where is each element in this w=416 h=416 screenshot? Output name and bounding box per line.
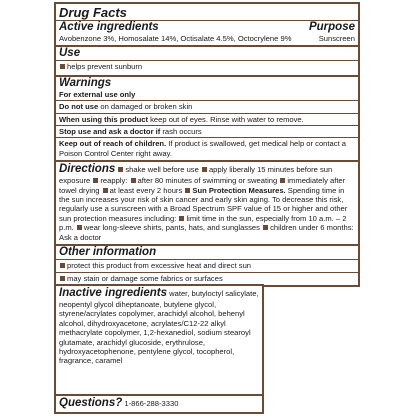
active-section: [56, 4, 358, 45]
sun-protection-text: Spending time in the sun increases your risk of skin cancer and early skin aging. To decrease this risk, regularly use a sunscreen with a Broad Spectrum SPF value of 15 or higher and other sun protection measures including:: [59, 185, 348, 223]
active-row: [59, 34, 355, 45]
bullet-icon: [60, 64, 65, 69]
inactive-heading: Inactive ingredients: [59, 287, 168, 299]
other-info-section: [56, 244, 358, 286]
warnings-heading: Warnings: [59, 76, 112, 89]
bullet-icon: [77, 225, 82, 230]
bullet-icon: [185, 188, 190, 193]
stop-use-line: [56, 125, 358, 137]
sun-protection-label: Sun Protection Measures.: [192, 185, 286, 195]
direction-shake: shake well before use: [125, 165, 199, 175]
questions-phone: 1-866-288-3330: [122, 399, 179, 408]
stop-use-label: Stop use and ask a doctor if: [59, 127, 161, 137]
inactive-section: [56, 286, 262, 368]
use-line: [56, 60, 358, 72]
other-info-stain: may stain or damage some fabrics or surfaces: [67, 273, 223, 283]
active-heading-row: [56, 20, 358, 34]
direction-children: children under 6 months: Ask a doctor: [59, 223, 354, 242]
bullet-icon: [118, 167, 123, 172]
keep-out-line: [56, 137, 358, 160]
purpose-text: Sunscreen: [318, 34, 355, 43]
direction-towel: immediately after towel drying: [59, 176, 346, 195]
bullet-icon: [263, 225, 268, 230]
warnings-section: [56, 75, 358, 160]
other-info-line-1: [56, 259, 358, 271]
bullet-icon: [93, 178, 98, 183]
external-use-text: For external use only: [59, 89, 136, 99]
directions-section: [56, 160, 358, 244]
bullet-icon: [60, 263, 65, 268]
direction-reapply: reapply:: [100, 176, 128, 186]
use-section: [56, 45, 358, 74]
drug-facts-title: Drug Facts: [59, 5, 127, 20]
use-heading: Use: [59, 47, 81, 60]
other-info-line-2: [56, 272, 358, 284]
bullet-icon: [179, 216, 184, 221]
use-text: helps prevent sunburn: [67, 62, 143, 72]
other-info-heading: Other information: [59, 246, 157, 259]
inactive-text: water, butyloctyl salicylate, neopentyl glycol diheptanoate, butylene glycol, styrene/acrylates copolymer, arachidyl alcohol, behenyl alcohol, dihydroxyacetone, acrylates/C12-22 alkyl methacrylate copolymer, 1,2-hexanediol, sodium stearoyl glutamate, arachidyl glucoside, erythrulose, hydroxyacetophenone, pentylene glycol, tocopherol, fragrance, caramel: [59, 289, 259, 366]
direction-swimming: after 80 minutes of swimming or sweating: [137, 176, 278, 186]
do-not-use-label: Do not use: [59, 102, 99, 112]
do-not-use-text: on damaged or broken skin: [98, 102, 193, 112]
keep-out-label: Keep out of reach of children.: [59, 139, 167, 149]
bullet-icon: [202, 167, 207, 172]
direction-every-2-hours: at least every 2 hours: [109, 185, 183, 195]
other-info-heat: protect this product from excessive heat and direct sun: [67, 261, 252, 271]
bullet-icon: [103, 188, 108, 193]
keep-out-text: If product is swallowed, get medical help or contact a Poison Control Center right away.: [59, 139, 346, 158]
when-using-text: keep out of eyes. Rinse with water to remove.: [148, 114, 304, 124]
purpose-heading: Purpose: [308, 21, 355, 33]
inactive-questions-block: [54, 284, 264, 414]
questions-section: [56, 394, 262, 412]
directions-heading: Directions: [59, 163, 116, 176]
when-using-line: [56, 113, 358, 125]
drug-facts-panel: [54, 2, 360, 287]
direction-wear-clothing: wear long-sleeve shirts, pants, hats, and sunglasses: [83, 223, 260, 233]
bullet-icon: [131, 178, 136, 183]
bullet-icon: [280, 178, 285, 183]
when-using-label: When using this product: [59, 114, 149, 124]
questions-heading: Questions?: [59, 397, 123, 409]
active-ingredients-text: Avobenzone 3%, Homosalate 14%, Octisalate 4.5%, Octocrylene 9%: [59, 34, 292, 43]
active-ingredients-heading: Active ingredients: [59, 21, 159, 33]
bullet-icon: [60, 276, 65, 281]
direction-apply: apply liberally 15 minutes before sun exposure: [59, 165, 333, 186]
stop-use-text: rash occurs: [160, 127, 202, 137]
do-not-use-line: [56, 100, 358, 112]
direction-limit-time: limit time in the sun, especially from 10 a.m. – 2 p.m.: [59, 213, 347, 233]
